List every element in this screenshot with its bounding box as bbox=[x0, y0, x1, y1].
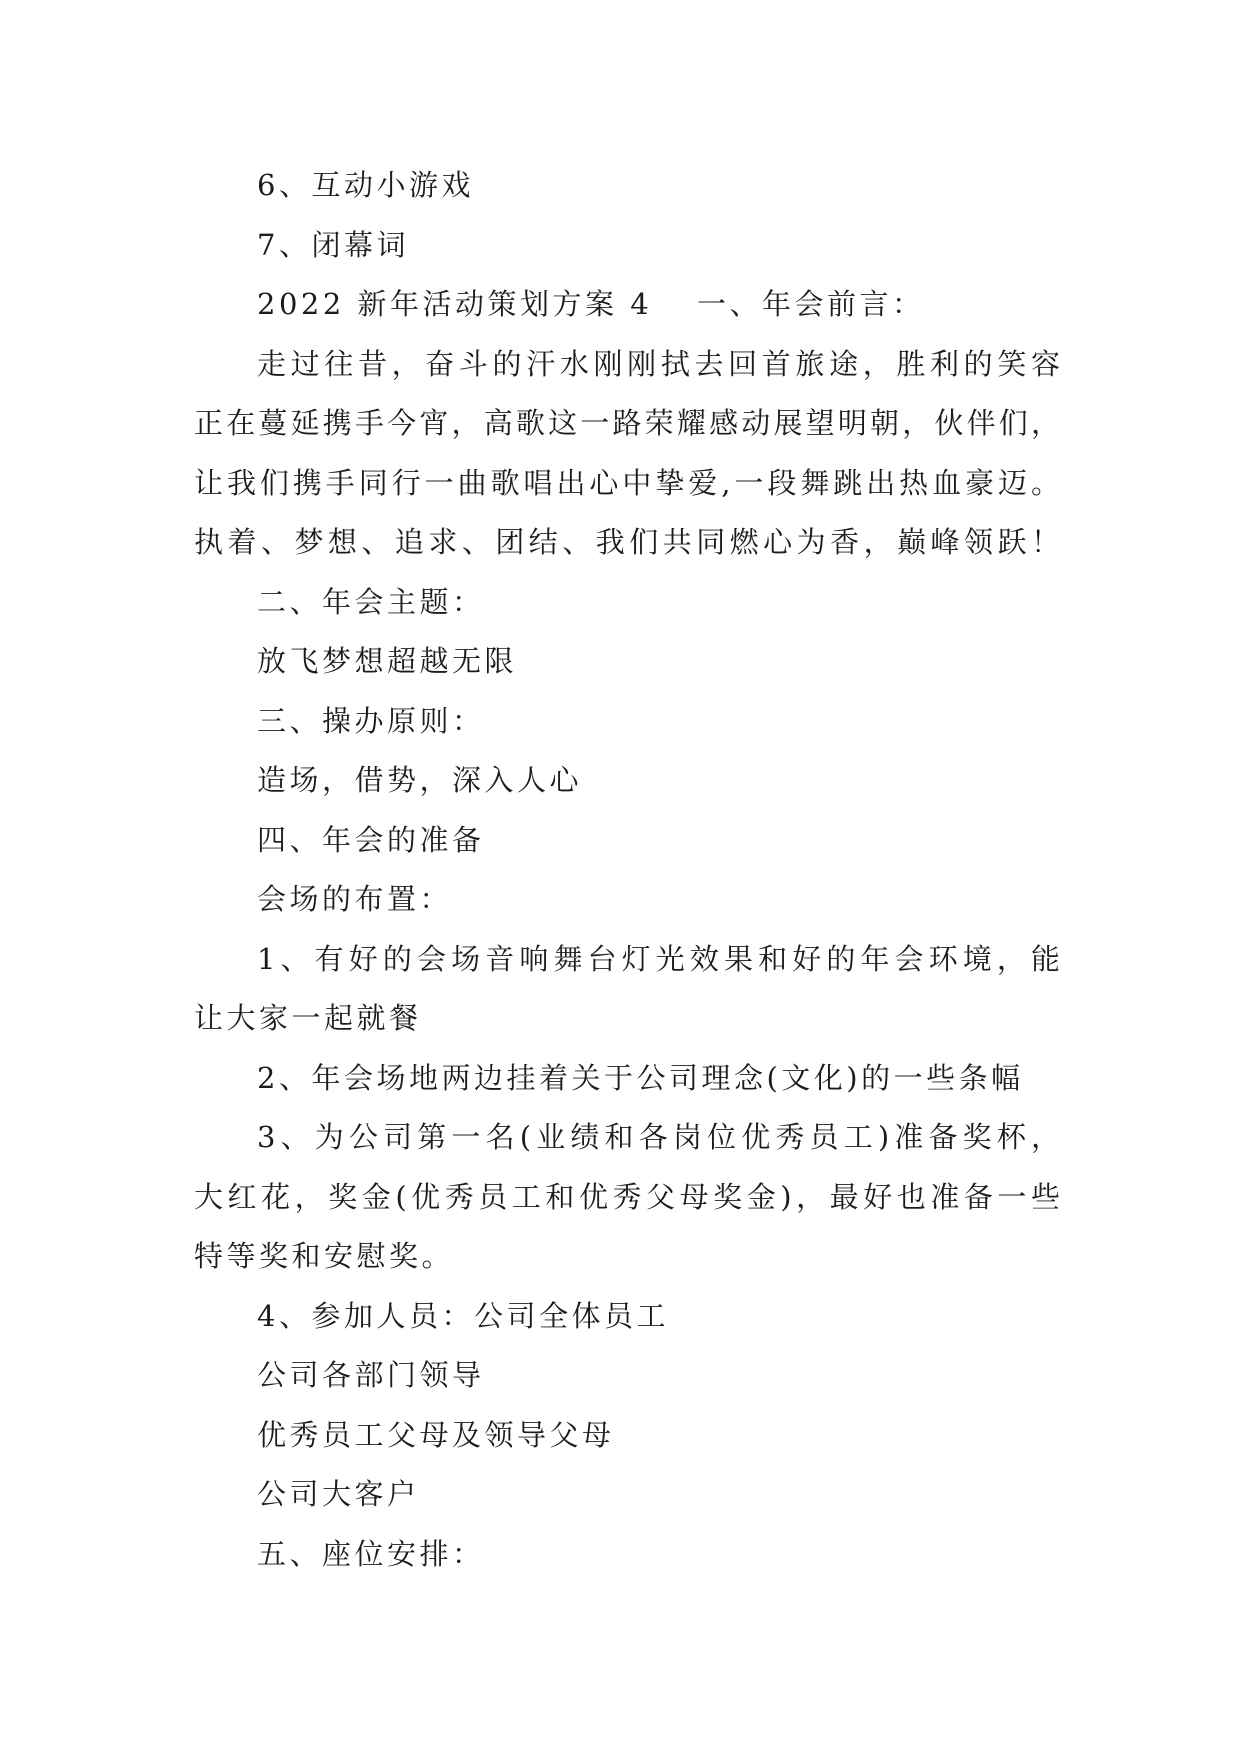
attendee-item: 公司各部门领导 bbox=[257, 1358, 485, 1392]
paragraph-line: 执着、梦想、追求、团结、我们共同燃心为香，巅峰领跃！ bbox=[194, 525, 1060, 559]
paragraph-line: 让我们携手同行一曲歌唱出心中挚爱,一段舞跳出热血豪迈。 bbox=[194, 465, 1060, 500]
program-item: 6、互动小游戏 bbox=[257, 168, 474, 202]
attendees-heading: 4、参加人员：公司全体员工 bbox=[257, 1298, 669, 1333]
venue-item-line: 让大家一起就餐 bbox=[194, 1001, 422, 1035]
theme-text: 放飞梦想超越无限 bbox=[257, 644, 518, 678]
section-heading-principles: 三、操办原则： bbox=[257, 703, 485, 738]
principles-text: 造场，借势，深入人心 bbox=[257, 763, 583, 797]
section-heading-preparation: 四、年会的准备 bbox=[257, 822, 485, 857]
venue-item-line: 特等奖和安慰奖。 bbox=[194, 1239, 455, 1273]
paragraph-line: 走过往昔，奋斗的汗水刚刚拭去回首旅途，胜利的笑容 bbox=[257, 346, 1060, 381]
attendee-item: 优秀员工父母及领导父母 bbox=[257, 1417, 615, 1452]
venue-item-line: 大红花，奖金(优秀员工和优秀父母奖金)，最好也准备一些 bbox=[194, 1179, 1060, 1214]
program-item: 7、闭幕词 bbox=[257, 227, 409, 262]
plan-title: 2022 新年活动策划方案 4 bbox=[257, 287, 653, 321]
attendee-item: 公司大客户 bbox=[257, 1477, 420, 1511]
section-heading-seating: 五、座位安排： bbox=[257, 1536, 485, 1571]
venue-item-line: 3、为公司第一名(业绩和各岗位优秀员工)准备奖杯， bbox=[257, 1120, 1060, 1154]
venue-heading: 会场的布置： bbox=[257, 882, 453, 916]
paragraph-line: 正在蔓延携手今宵，高歌这一路荣耀感动展望明朝，伙伴们， bbox=[194, 406, 1060, 440]
document-body bbox=[194, 156, 1060, 1584]
venue-item-line: 1、有好的会场音响舞台灯光效果和好的年会环境，能 bbox=[257, 941, 1060, 976]
section-heading-preface: 一、年会前言： bbox=[697, 287, 925, 321]
venue-item-line: 2、年会场地两边挂着关于公司理念(文化)的一些条幅 bbox=[257, 1060, 1024, 1095]
plan-heading-line bbox=[194, 275, 1060, 335]
section-heading-theme: 二、年会主题： bbox=[257, 584, 485, 619]
